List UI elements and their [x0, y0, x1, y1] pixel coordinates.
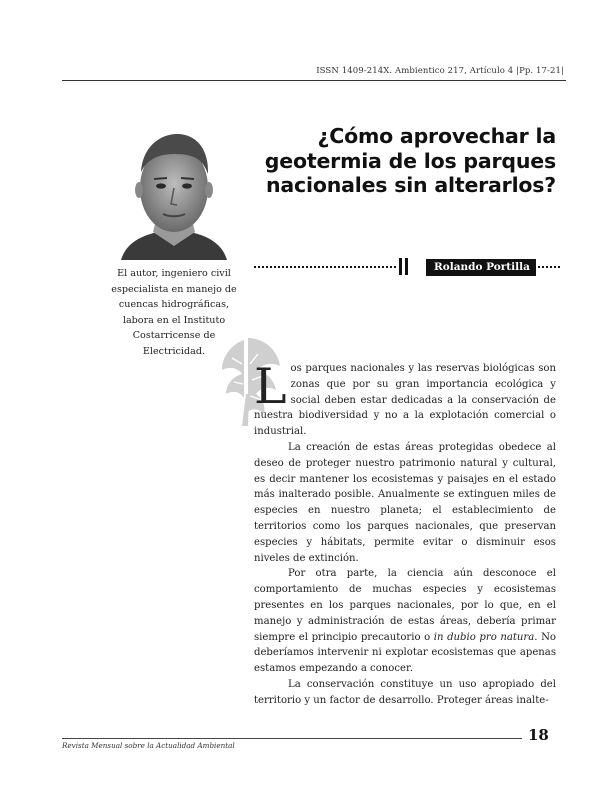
journal-name: Revista Mensual sobre la Actualidad Ambiental — [62, 741, 235, 750]
author-name: Rolando Portilla — [426, 259, 536, 276]
paragraph-3-text-b: . No deberíamos intervenir ni explotar ecosistemas que apenas estamos empezando a conocer. — [254, 631, 556, 675]
paragraph-4: La conservación constituye un uso apropiado del territorio y un factor de desarrollo. Proteger áreas inalte- — [254, 678, 556, 706]
author-caption: El autor, ingeniero civil especialista en manejo de cuencas hidrográficas, labora en el Instituto Costarricense de Electricidad. — [111, 268, 237, 357]
author-portrait-icon — [117, 128, 231, 260]
dotted-divider-left — [254, 266, 396, 268]
paragraph-3-text-a: Por otra parte, la ciencia aún desconoce el comportamiento de muchas especies y ecosistemas presentes en los parques nacionales, por lo que, en el manejo y administración de estas áreas, debería primar siempre el principio precautorio o — [254, 568, 556, 643]
dropcap: L — [254, 358, 287, 415]
page-number: 18 — [528, 726, 549, 744]
paragraph-1-text: os parques nacionales y las reservas biológicas son zonas que por su gran importancia ecológica y social deben estar dedicadas a la conservación de nuestra biodiversidad y no a la explotación comercial o industrial. — [254, 363, 556, 438]
article-title: ¿Cómo aprovechar la geotermia de los parques nacionales sin alterarlos? — [264, 124, 556, 197]
dotted-divider-right — [538, 266, 560, 268]
paragraph-1 — [254, 358, 556, 440]
header-rule — [62, 80, 566, 81]
paragraph-3 — [254, 566, 556, 677]
latin-phrase: in dubio pro natura — [433, 631, 535, 643]
article-body — [254, 358, 556, 709]
issn-header: ISSN 1409-214X. Ambientico 217, Artículo 4 |Pp. 17-21| — [316, 66, 564, 76]
footer-rule — [62, 738, 522, 739]
paragraph-2: La creación de estas áreas protegidas obedece al deseo de proteger nuestro patrimonio natural y cultural, es decir mantener los ecosistemas y paisajes en el estado más inalterado posible. Anualmente se extinguen miles de especies en nuestro planeta; el establecimiento de territorios como los parques nacionales, que preservan especies y hábitats, permite evitar o disminuir esos niveles de extinción. — [254, 441, 556, 564]
divider-bars — [399, 258, 410, 275]
author-photo — [117, 128, 231, 260]
